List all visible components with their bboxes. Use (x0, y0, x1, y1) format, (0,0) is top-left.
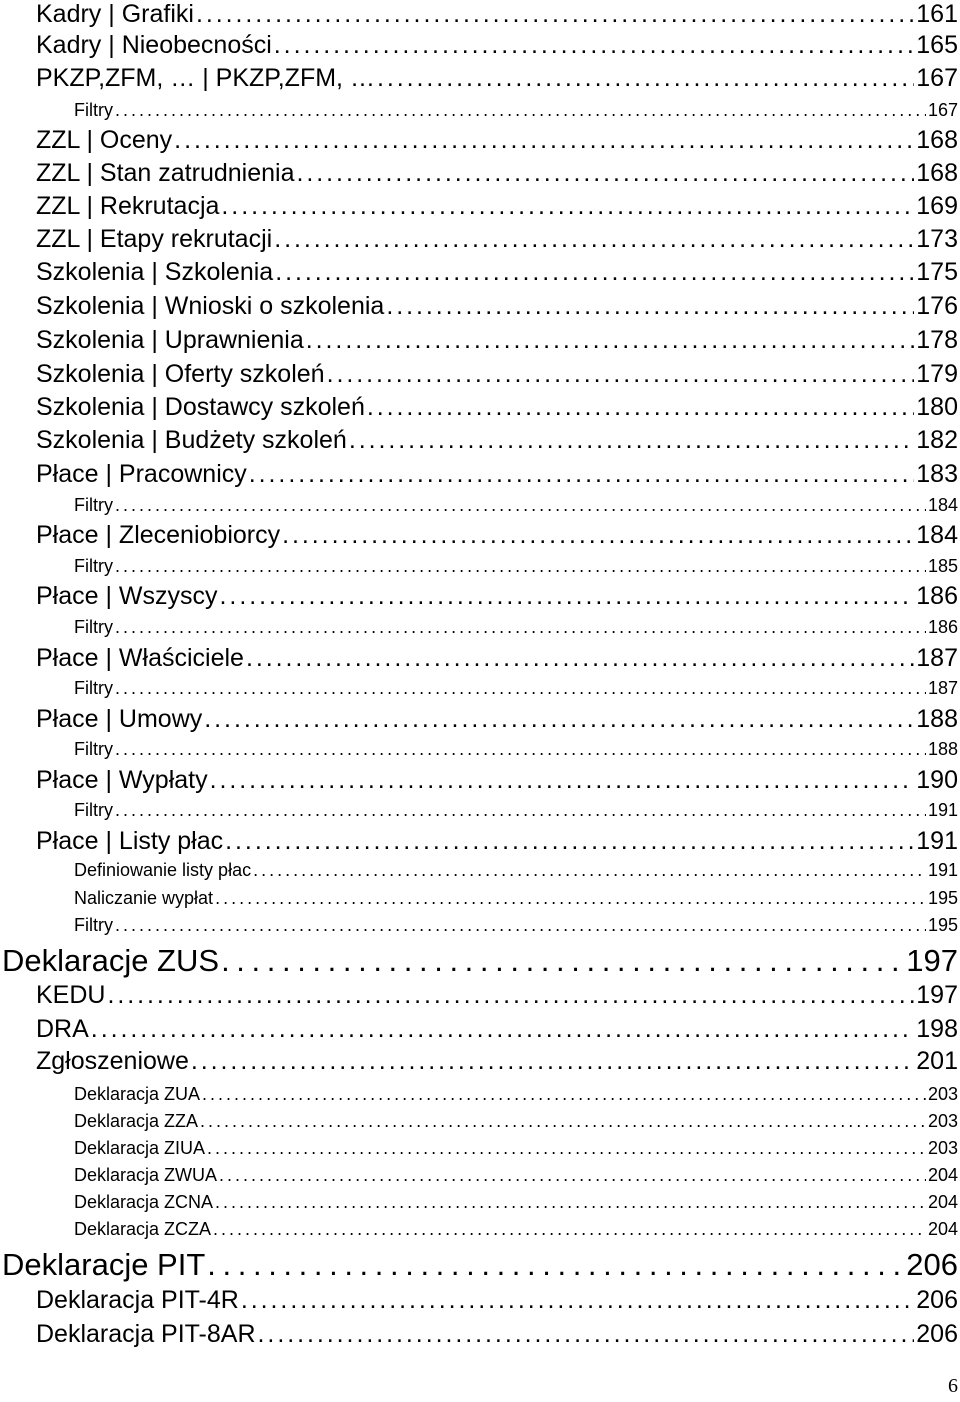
toc-entry-page: 204 (927, 1219, 958, 1239)
dot-leader (174, 126, 914, 155)
dot-leader (200, 1111, 926, 1132)
toc-entry-page: 178 (916, 326, 958, 354)
toc-entry-page: 184 (916, 521, 958, 549)
toc-entry[interactable] (74, 495, 958, 519)
toc-entry-title: Płace | Listy płac (36, 827, 224, 855)
toc-entry-page: 169 (916, 192, 958, 220)
toc-entry-page: 168 (916, 126, 958, 154)
dot-leader (220, 582, 915, 611)
toc-entry-title: Naliczanie wypłat (74, 888, 214, 908)
page-number: 6 (948, 1375, 958, 1397)
toc-entry-page: 167 (916, 64, 958, 92)
toc-entry-page: 186 (927, 617, 958, 637)
toc-entry-title: Szkolenia | Wnioski o szkolenia (36, 292, 385, 320)
toc-entry-page: 195 (927, 915, 958, 935)
toc-entry-title: Deklaracja PIT-8AR (36, 1320, 256, 1348)
dot-leader (207, 1247, 904, 1283)
dot-leader (191, 1047, 914, 1076)
dot-leader (275, 258, 914, 287)
dot-leader (367, 393, 914, 422)
toc-entry-page: 203 (927, 1111, 958, 1131)
toc-entry-title: Deklaracja ZUA (74, 1084, 201, 1104)
toc-entry-title: DRA (36, 1015, 89, 1043)
toc-entry[interactable] (36, 292, 958, 324)
toc-entry[interactable] (36, 1015, 958, 1047)
toc-entry-page: 184 (927, 495, 958, 515)
toc-entry-page: 185 (927, 556, 958, 576)
toc-entry-page: 191 (927, 860, 958, 880)
toc-entry[interactable] (36, 1047, 958, 1079)
toc-entry-page: 186 (916, 582, 958, 610)
dot-leader (210, 766, 915, 795)
toc-entry-title: Filtry (74, 617, 113, 637)
dot-leader (107, 981, 914, 1010)
toc-entry-title: ZZL | Oceny (36, 126, 173, 154)
toc-entry[interactable] (74, 800, 958, 824)
dot-leader (258, 1320, 915, 1349)
dot-leader (91, 1015, 914, 1044)
toc-entry-title: Szkolenia | Szkolenia (36, 258, 274, 286)
toc-entry[interactable] (74, 1138, 958, 1162)
dot-leader (115, 800, 926, 821)
toc-entry[interactable] (36, 326, 958, 358)
dot-leader (115, 495, 926, 516)
toc-entry[interactable] (74, 1219, 958, 1243)
dot-leader (115, 739, 926, 760)
toc-entry-page: 190 (916, 766, 958, 794)
toc-entry[interactable] (74, 100, 958, 124)
toc-entry-title: Filtry (74, 739, 113, 759)
toc-entry-title: Szkolenia | Dostawcy szkoleń (36, 393, 365, 421)
dot-leader (202, 1084, 926, 1105)
toc-entry-page: 191 (916, 827, 958, 855)
dot-leader (215, 888, 926, 909)
toc-entry[interactable] (36, 827, 958, 859)
toc-entry-page: 203 (927, 1138, 958, 1158)
toc-entry[interactable] (36, 766, 958, 798)
toc-entry[interactable] (74, 556, 958, 580)
toc-entry-title: Deklaracja ZCZA (74, 1219, 212, 1239)
toc-entry[interactable] (36, 582, 958, 614)
toc-entry-title: Płace | Pracownicy (36, 460, 247, 488)
toc-entry[interactable] (74, 1192, 958, 1216)
toc-entry[interactable] (74, 860, 958, 884)
toc-entry-title: Kadry | Nieobecności (36, 31, 272, 59)
dot-leader (225, 827, 914, 856)
toc-entry[interactable] (36, 644, 958, 676)
toc-entry-title: Kadry | Grafiki (36, 0, 194, 28)
toc-entry-title: Szkolenia | Uprawnienia (36, 326, 304, 354)
dot-leader (386, 292, 914, 321)
toc-entry[interactable] (74, 1084, 958, 1108)
toc-entry[interactable] (74, 915, 958, 939)
dot-leader (306, 326, 915, 355)
dot-leader (282, 521, 914, 550)
toc-entry-title: Filtry (74, 915, 113, 935)
dot-leader (274, 225, 914, 254)
toc-entry-page: 188 (916, 705, 958, 733)
toc-entry-title: Deklaracja ZZA (74, 1111, 199, 1131)
toc-entry-page: 206 (906, 1247, 958, 1282)
toc-entry-page: 195 (927, 888, 958, 908)
toc-entry-page: 197 (916, 981, 958, 1009)
toc-entry-title: Deklaracja ZIUA (74, 1138, 206, 1158)
toc-entry-title: Filtry (74, 556, 113, 576)
toc-entry[interactable] (36, 159, 958, 191)
toc-entry-title: Filtry (74, 678, 113, 698)
dot-leader (213, 1219, 926, 1240)
toc-entry[interactable] (36, 0, 958, 32)
toc-entry-title: Deklaracja ZWUA (74, 1165, 218, 1185)
toc-entry-title: ZZL | Rekrutacja (36, 192, 220, 220)
toc-entry[interactable] (36, 126, 958, 158)
toc-entry-page: 206 (916, 1286, 958, 1314)
toc-entry-title: Szkolenia | Oferty szkoleń (36, 360, 325, 388)
dot-leader (253, 860, 926, 881)
dot-leader (221, 192, 914, 221)
toc-entry[interactable] (36, 521, 958, 553)
dot-leader (246, 644, 914, 673)
toc-entry[interactable] (2, 1247, 958, 1283)
toc-entry[interactable] (36, 258, 958, 290)
toc-entry[interactable] (36, 225, 958, 257)
dot-leader (215, 1192, 926, 1213)
toc-entry-page: 188 (927, 739, 958, 759)
toc-entry-title: Płace | Wszyscy (36, 582, 218, 610)
toc-entry-page: 173 (916, 225, 958, 253)
dot-leader (115, 617, 926, 638)
toc-entry-page: 201 (916, 1047, 958, 1075)
toc-entry-page: 191 (927, 800, 958, 820)
toc-entry-page: 197 (906, 943, 958, 978)
toc-entry[interactable] (74, 888, 958, 912)
toc-entry-title: Deklaracje ZUS (2, 943, 220, 978)
toc-entry-page: 187 (916, 644, 958, 672)
toc-entry-title: Płace | Właściciele (36, 644, 244, 672)
toc-entry[interactable] (74, 1165, 958, 1189)
toc-entry-page: 168 (916, 159, 958, 187)
toc-entry-page: 179 (916, 360, 958, 388)
toc-entry-title: Zgłoszeniowe (36, 1047, 189, 1075)
dot-leader (221, 943, 904, 979)
dot-leader (327, 360, 915, 389)
toc-entry[interactable] (36, 1286, 958, 1318)
toc-entry[interactable] (36, 460, 958, 492)
toc-entry-title: Deklaracje PIT (2, 1247, 206, 1282)
dot-leader (377, 64, 914, 93)
dot-leader (249, 460, 915, 489)
toc-entry[interactable] (74, 617, 958, 641)
dot-leader (204, 705, 914, 734)
toc-entry-title: Definiowanie listy płac (74, 860, 252, 880)
toc-entry-page: 182 (916, 426, 958, 454)
toc-entry[interactable] (36, 426, 958, 458)
dot-leader (115, 100, 926, 121)
dot-leader (196, 0, 914, 29)
toc-entry-title: Deklaracja PIT-4R (36, 1286, 239, 1314)
dot-leader (296, 159, 914, 188)
dot-leader (349, 426, 914, 455)
toc-entry[interactable] (74, 739, 958, 763)
toc-entry[interactable] (36, 192, 958, 224)
dot-leader (115, 556, 926, 577)
toc-entry[interactable] (36, 31, 958, 63)
toc-entry-page: 176 (916, 292, 958, 320)
toc-entry[interactable] (36, 1320, 958, 1352)
toc-entry[interactable] (74, 1111, 958, 1135)
toc-entry-title: Filtry (74, 100, 113, 120)
toc-entry-page: 165 (916, 31, 958, 59)
dot-leader (274, 31, 915, 60)
toc-entry-title: Szkolenia | Budżety szkoleń (36, 426, 347, 454)
toc-entry[interactable] (36, 360, 958, 392)
toc-entry[interactable] (74, 678, 958, 702)
toc-entry[interactable] (36, 64, 958, 96)
toc-entry-title: ZZL | Stan zatrudnienia (36, 159, 295, 187)
toc-entry-page: 175 (916, 258, 958, 286)
dot-leader (219, 1165, 926, 1186)
toc-entry-page: 187 (927, 678, 958, 698)
toc-entry-page: 203 (927, 1084, 958, 1104)
toc-entry-title: ZZL | Etapy rekrutacji (36, 225, 273, 253)
toc-entry-title: PKZP,ZFM, … | PKZP,ZFM, … (36, 64, 375, 92)
toc-entry-page: 180 (916, 393, 958, 421)
toc-entry[interactable] (36, 393, 958, 425)
toc-entry-title: Filtry (74, 495, 113, 515)
dot-leader (207, 1138, 926, 1159)
dot-leader (241, 1286, 914, 1315)
dot-leader (115, 678, 926, 699)
toc-entry-page: 206 (916, 1320, 958, 1348)
dot-leader (115, 915, 926, 936)
toc-entry-title: Filtry (74, 800, 113, 820)
toc-entry-title: Płace | Zleceniobiorcy (36, 521, 281, 549)
toc-entry-page: 198 (916, 1015, 958, 1043)
toc-entry-page: 204 (927, 1165, 958, 1185)
toc-entry-title: Płace | Umowy (36, 705, 203, 733)
toc-entry-page: 183 (916, 460, 958, 488)
toc-entry[interactable] (36, 705, 958, 737)
toc-entry[interactable] (2, 943, 958, 979)
toc-entry-page: 167 (927, 100, 958, 120)
toc-entry-title: Płace | Wypłaty (36, 766, 208, 794)
toc-entry-title: Deklaracja ZCNA (74, 1192, 214, 1212)
toc-entry-title: KEDU (36, 981, 106, 1009)
toc-entry-page: 204 (927, 1192, 958, 1212)
toc-entry[interactable] (36, 981, 958, 1013)
toc-entry-page: 161 (916, 0, 958, 28)
